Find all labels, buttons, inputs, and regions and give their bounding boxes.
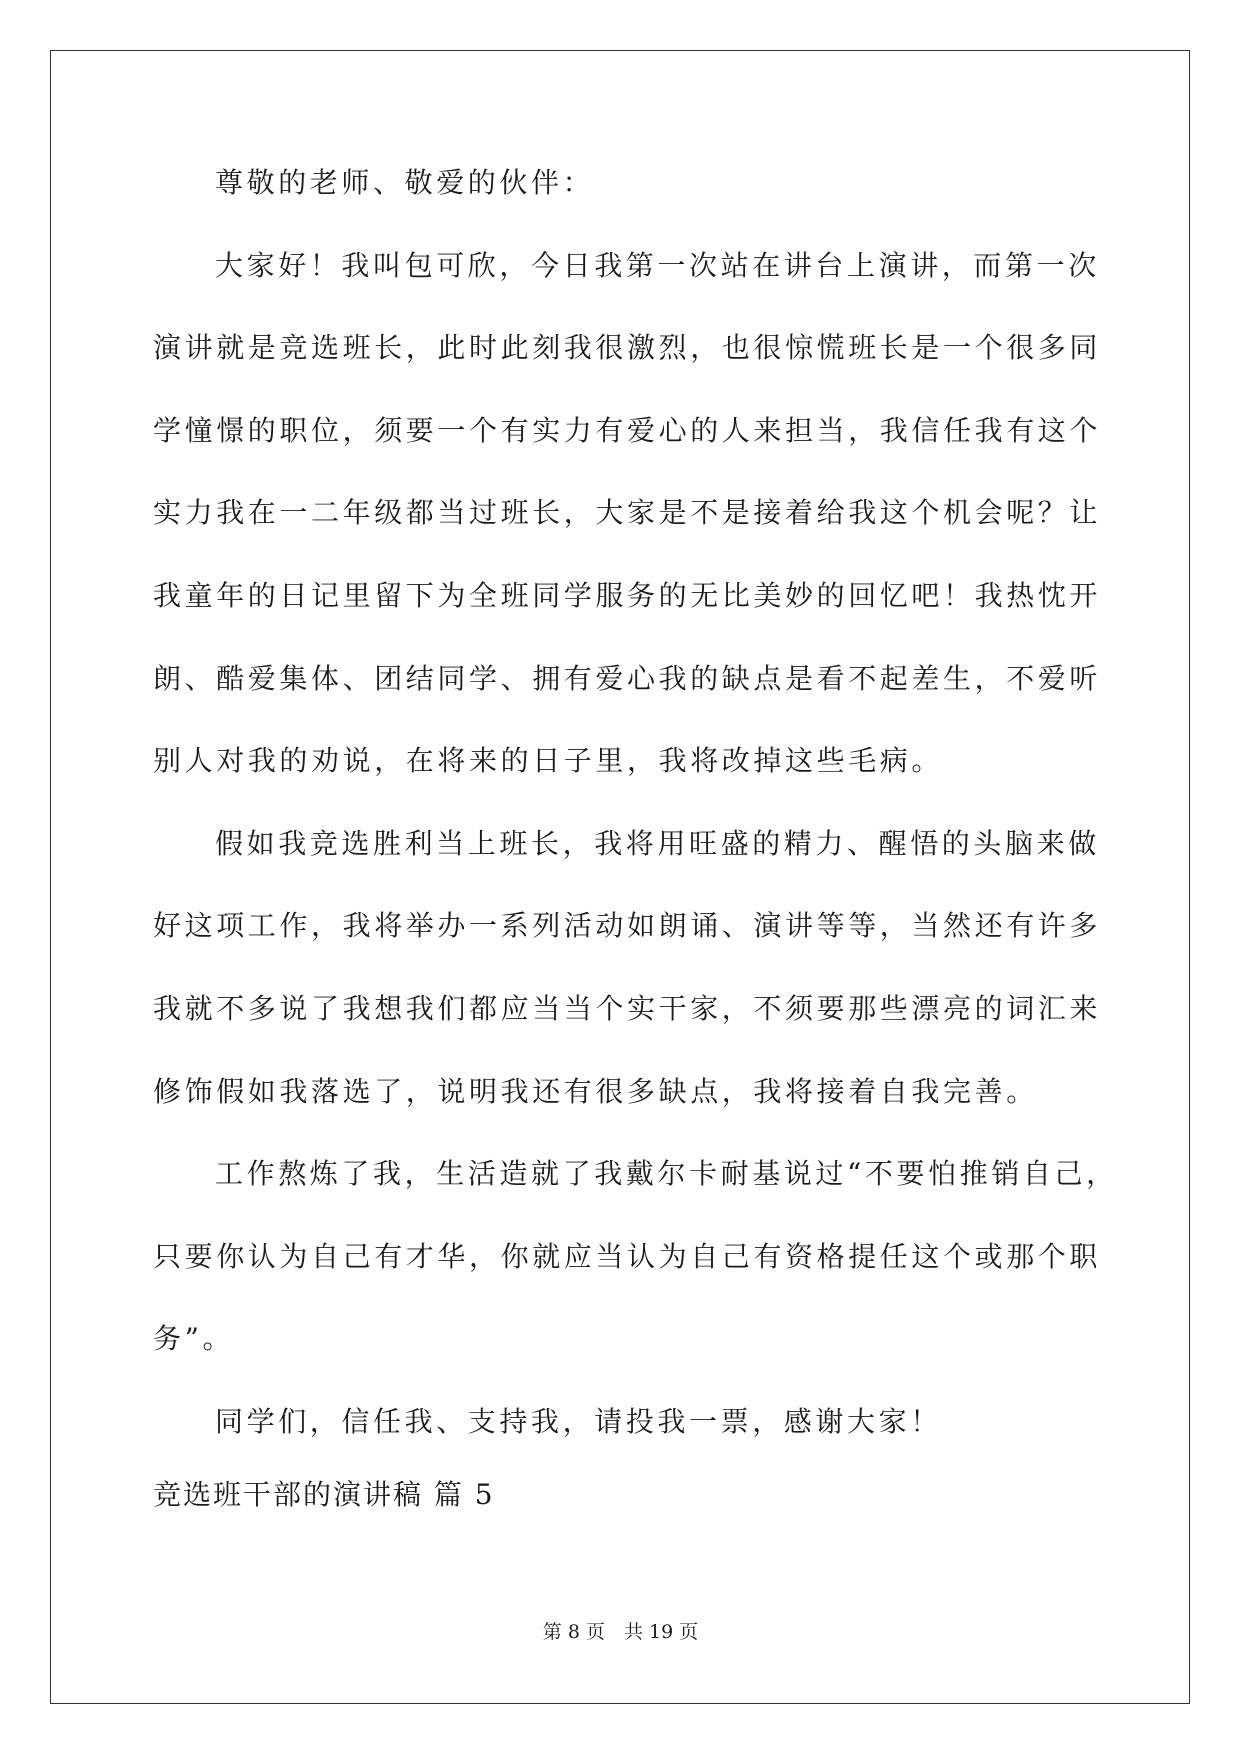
- paragraph-line: 好这项工作，我将举办一系列活动如朗诵、演讲等等，当然还有许多: [153, 909, 1102, 943]
- document-body: [153, 166, 1118, 1490]
- paragraph-line: 我就不多说了我想我们都应当当个实干家，不须要那些漂亮的词汇来: [153, 991, 1102, 1025]
- paragraph-line: 修饰假如我落选了，说明我还有很多缺点，我将接着自我完善。: [153, 1074, 1038, 1108]
- paragraph-line: 只要你认为自己有才华，你就应当认为自己有资格提任这个或那个职: [153, 1239, 1102, 1273]
- closing-line: 同学们，信任我、支持我，请投我一票，感谢大家！: [215, 1404, 942, 1438]
- paragraph-line: 别人对我的劝说，在将来的日子里，我将改掉这些毛病。: [153, 744, 944, 778]
- paragraph-line: 演讲就是竞选班长，此时此刻我很激烈，也很惊慌班长是一个很多同: [153, 331, 1102, 365]
- paragraph-line: 大家好！我叫包可欣，今日我第一次站在讲台上演讲，而第一次: [215, 248, 1100, 282]
- paragraph-line: 假如我竞选胜利当上班长，我将用旺盛的精力、醒悟的头脑来做: [215, 826, 1100, 860]
- paragraph-line: 朗、酷爱集体、团结同学、拥有爱心我的缺点是看不起差生，不爱听: [153, 661, 1102, 695]
- section-heading: 竞选班干部的演讲稿 篇 5: [153, 1478, 495, 1511]
- paragraph-line: 我童年的日记里留下为全班同学服务的无比美妙的回忆吧！我热忱开: [153, 578, 1102, 612]
- page-number-footer: 第 8 页 共 19 页: [542, 1621, 699, 1643]
- paragraph-line: 务”。: [153, 1322, 235, 1356]
- paragraph-line: 学憧憬的职位，须要一个有实力有爱心的人来担当，我信任我有这个: [153, 413, 1102, 447]
- salutation-line: 尊敬的老师、敬爱的伙伴：: [215, 166, 595, 199]
- paragraph-line: 工作熬炼了我，生活造就了我戴尔卡耐基说过“不要怕推销自己，: [215, 1157, 1118, 1191]
- paragraph-line: 实力我在一二年级都当过班长，大家是不是接着给我这个机会呢？让: [153, 496, 1102, 530]
